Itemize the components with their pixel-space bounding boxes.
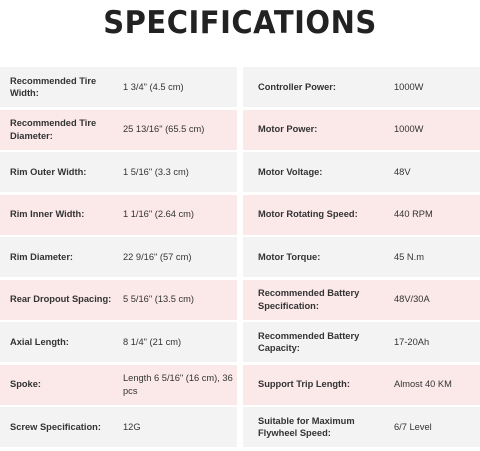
spec-row <box>0 237 237 277</box>
spec-label: Motor Power: <box>258 124 318 135</box>
spec-row <box>243 407 480 447</box>
spec-row <box>243 280 480 320</box>
spec-row <box>243 365 480 405</box>
spec-value: 5 5/16" (13.5 cm) <box>123 294 194 305</box>
spec-row <box>0 407 237 447</box>
spec-row <box>243 67 480 107</box>
spec-label: Support Trip Length: <box>258 379 350 390</box>
spec-row <box>0 110 237 150</box>
spec-label: Axial Length: <box>10 336 69 347</box>
spec-label: Screw Specification: <box>10 421 101 432</box>
spec-value: Length 6 5/16" (16 cm), 36 pcs <box>123 373 233 396</box>
spec-value: 1000W <box>394 81 424 92</box>
spec-row <box>0 195 237 235</box>
spec-label: Recommended Tire Width: <box>10 75 97 98</box>
spec-row <box>0 67 237 107</box>
spec-value: 22 9/16" (57 cm) <box>123 251 192 262</box>
spec-row <box>243 237 480 277</box>
spec-value: 6/7 Level <box>394 421 432 432</box>
spec-value: 1 1/16" (2.64 cm) <box>123 209 194 220</box>
spec-row <box>243 322 480 362</box>
spec-label: Rim Diameter: <box>10 251 74 262</box>
spec-value: 8 1/4" (21 cm) <box>123 336 182 347</box>
spec-value: 1 3/4" (4.5 cm) <box>123 81 184 92</box>
spec-label: Rim Inner Width: <box>10 209 85 220</box>
spec-label: Rim Outer Width: <box>10 166 87 177</box>
spec-table-left <box>0 67 237 450</box>
spec-label: Recommended Battery Specification: <box>258 288 360 311</box>
page-title: SPECIFICATIONS <box>103 3 377 41</box>
spec-table-right <box>243 67 480 450</box>
spec-value: 17-20Ah <box>394 336 430 347</box>
spec-row <box>243 195 480 235</box>
spec-row <box>243 152 480 192</box>
spec-value: 440 RPM <box>394 209 433 220</box>
spec-value: 48V <box>394 166 411 177</box>
spec-value: 12G <box>123 421 141 432</box>
spec-label: Spoke: <box>10 379 41 390</box>
spec-row <box>0 152 237 192</box>
spec-label: Recommended Tire Diameter: <box>10 118 97 141</box>
spec-value: 1000W <box>394 124 424 135</box>
spec-value: Almost 40 KM <box>394 379 452 390</box>
spec-value: 45 N.m <box>394 251 424 262</box>
spec-label: Suitable for Maximum Flywheel Speed: <box>258 415 355 438</box>
spec-value: 25 13/16" (65.5 cm) <box>123 124 205 135</box>
spec-row <box>0 280 237 320</box>
spec-label: Motor Voltage: <box>258 166 323 177</box>
spec-value: 1 5/16" (3.3 cm) <box>123 166 189 177</box>
spec-label: Recommended Battery Capacity: <box>258 330 360 353</box>
spec-row <box>0 322 237 362</box>
spec-label: Motor Rotating Speed: <box>258 209 358 220</box>
spec-label: Motor Torque: <box>258 251 321 262</box>
spec-row <box>0 365 237 405</box>
spec-value: 48V/30A <box>394 294 430 305</box>
spec-label: Controller Power: <box>258 81 336 92</box>
spec-row <box>243 110 480 150</box>
spec-label: Rear Dropout Spacing: <box>10 294 112 305</box>
